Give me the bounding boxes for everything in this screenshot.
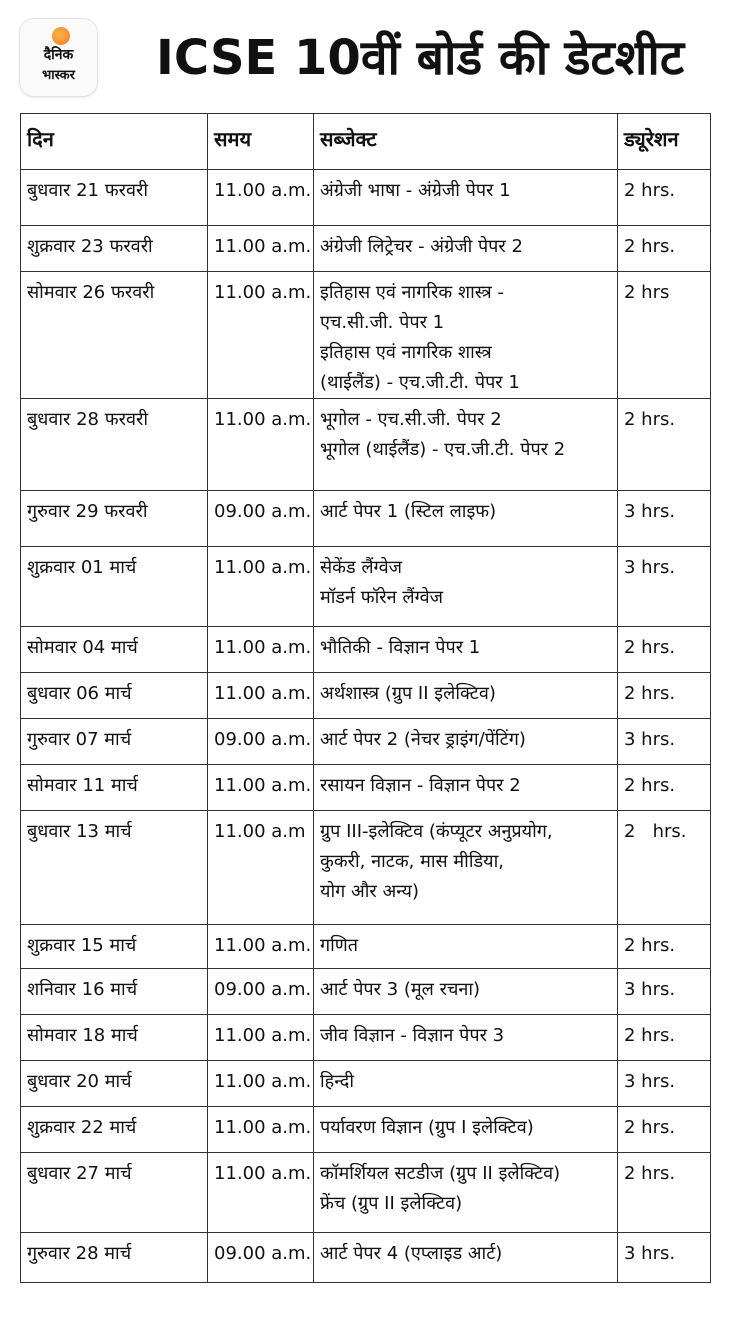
cell-day: सोमवार 11 मार्च <box>21 765 208 811</box>
cell-duration: 2 hrs. <box>618 627 711 673</box>
cell-subject <box>314 719 618 765</box>
cell-time: 11.00 a.m. <box>208 1153 314 1233</box>
subject-line: कॉमर्शियल सटडीज (ग्रुप II इलेक्टिव) <box>320 1163 561 1184</box>
subject-line: अंग्रेजी लिट्रेचर - अंग्रेजी पेपर 2 <box>320 236 523 257</box>
subject-line: हिन्दी <box>320 1071 355 1092</box>
cell-duration: 3 hrs. <box>618 1061 711 1107</box>
cell-subject <box>314 1061 618 1107</box>
cell-time: 11.00 a.m. <box>208 226 314 272</box>
header-duration: ड्यूरेशन <box>618 114 711 170</box>
table-row <box>21 1015 711 1061</box>
cell-day: सोमवार 18 मार्च <box>21 1015 208 1061</box>
subject-line: सेकेंड लैंग्वेज <box>320 557 402 578</box>
cell-time: 11.00 a.m. <box>208 272 314 399</box>
table-row <box>21 765 711 811</box>
page-title: ICSE 10वीं बोर्ड की डेटशीट <box>155 30 685 86</box>
subject-line: ग्रुप III-इलेक्टिव (कंप्यूटर अनुप्रयोग, <box>320 821 553 842</box>
cell-duration: 2 hrs <box>618 272 711 399</box>
dainik-bhaskar-logo <box>20 19 97 96</box>
cell-duration: 2 hrs. <box>618 765 711 811</box>
cell-time: 11.00 a.m. <box>208 1107 314 1153</box>
cell-day: शुक्रवार 15 मार्च <box>21 925 208 969</box>
table-row <box>21 547 711 627</box>
subject-line: मॉडर्न फॉरेन लैंग्वेज <box>320 587 444 608</box>
cell-subject <box>314 1015 618 1061</box>
cell-duration: 3 hrs. <box>618 719 711 765</box>
subject-line: अंग्रेजी भाषा - अंग्रेजी पेपर 1 <box>320 180 511 201</box>
cell-day: बुधवार 21 फरवरी <box>21 170 208 226</box>
subject-line: अर्थशास्त्र (ग्रुप II इलेक्टिव) <box>320 683 496 704</box>
cell-time: 11.00 a.m. <box>208 170 314 226</box>
cell-subject <box>314 226 618 272</box>
subject-line: आर्ट पेपर 1 (स्टिल लाइफ) <box>320 501 497 522</box>
subject-line: भौतिकी - विज्ञान पेपर 1 <box>320 637 481 658</box>
cell-subject <box>314 272 618 399</box>
cell-subject <box>314 547 618 627</box>
cell-subject <box>314 969 618 1015</box>
cell-time: 09.00 a.m. <box>208 719 314 765</box>
subject-line: एच.सी.जी. पेपर 1 <box>320 312 445 333</box>
cell-subject <box>314 1233 618 1283</box>
logo-text-line1: दैनिक <box>43 47 74 63</box>
cell-subject <box>314 1107 618 1153</box>
table-header-row <box>21 114 711 170</box>
table-row <box>21 811 711 925</box>
cell-time: 11.00 a.m. <box>208 1061 314 1107</box>
table-row <box>21 925 711 969</box>
subject-line: योग और अन्य) <box>320 881 419 902</box>
table-row <box>21 627 711 673</box>
cell-duration: 2 hrs. <box>618 1153 711 1233</box>
cell-time: 09.00 a.m. <box>208 1233 314 1283</box>
cell-day: गुरुवार 29 फरवरी <box>21 491 208 547</box>
cell-time: 11.00 a.m. <box>208 925 314 969</box>
cell-time: 11.00 a.m. <box>208 399 314 491</box>
logo-text-line2: भास्कर <box>42 68 75 83</box>
table-row <box>21 399 711 491</box>
header-day: दिन <box>21 114 208 170</box>
table-row <box>21 272 711 399</box>
table-row <box>21 969 711 1015</box>
cell-subject <box>314 765 618 811</box>
cell-subject <box>314 1153 618 1233</box>
cell-day: बुधवार 20 मार्च <box>21 1061 208 1107</box>
cell-time: 11.00 a.m. <box>208 547 314 627</box>
cell-subject <box>314 811 618 925</box>
table-row <box>21 226 711 272</box>
subject-line: इतिहास एवं नागरिक शास्त्र - <box>320 282 504 303</box>
cell-duration: 3 hrs. <box>618 969 711 1015</box>
cell-time: 11.00 a.m. <box>208 1015 314 1061</box>
header-subject: सब्जेक्ट <box>314 114 618 170</box>
cell-time: 11.00 a.m. <box>208 627 314 673</box>
subject-line: आर्ट पेपर 4 (एप्लाइड आर्ट) <box>320 1243 503 1264</box>
cell-day: गुरुवार 07 मार्च <box>21 719 208 765</box>
cell-day: शुक्रवार 01 मार्च <box>21 547 208 627</box>
table-row <box>21 673 711 719</box>
cell-time: 11.00 a.m. <box>208 765 314 811</box>
table-row <box>21 491 711 547</box>
cell-subject <box>314 399 618 491</box>
cell-time: 09.00 a.m. <box>208 491 314 547</box>
cell-subject <box>314 673 618 719</box>
cell-day: बुधवार 13 मार्च <box>21 811 208 925</box>
cell-subject <box>314 627 618 673</box>
cell-duration: 2 hrs. <box>618 925 711 969</box>
cell-subject <box>314 491 618 547</box>
cell-day: शनिवार 16 मार्च <box>21 969 208 1015</box>
subject-line: इतिहास एवं नागरिक शास्त्र <box>320 342 492 363</box>
table-row <box>21 1061 711 1107</box>
table-row <box>21 719 711 765</box>
cell-subject <box>314 925 618 969</box>
cell-duration: 3 hrs. <box>618 1233 711 1283</box>
subject-line: आर्ट पेपर 2 (नेचर ड्राइंग/पेंटिंग) <box>320 729 526 750</box>
cell-day: बुधवार 06 मार्च <box>21 673 208 719</box>
cell-day: शुक्रवार 23 फरवरी <box>21 226 208 272</box>
subject-line: जीव विज्ञान - विज्ञान पेपर 3 <box>320 1025 505 1046</box>
subject-line: पर्यावरण विज्ञान (ग्रुप I इलेक्टिव) <box>320 1117 534 1138</box>
cell-duration: 2 hrs. <box>618 1107 711 1153</box>
cell-duration: 2 hrs. <box>618 226 711 272</box>
cell-duration: 2 hrs. <box>618 170 711 226</box>
table-row <box>21 1153 711 1233</box>
table-row <box>21 170 711 226</box>
cell-duration: 2 hrs. <box>618 673 711 719</box>
cell-duration: 3 hrs. <box>618 547 711 627</box>
subject-line: (थाईलैंड) - एच.जी.टी. पेपर 1 <box>320 372 520 393</box>
sun-icon <box>52 27 70 45</box>
cell-duration: 2 hrs. <box>618 1015 711 1061</box>
subject-line: रसायन विज्ञान - विज्ञान पेपर 2 <box>320 775 521 796</box>
datesheet-table <box>20 113 711 1283</box>
cell-time: 11.00 a.m <box>208 811 314 925</box>
cell-duration: 2 hrs. <box>618 811 711 925</box>
subject-line: भूगोल - एच.सी.जी. पेपर 2 <box>320 409 502 430</box>
cell-time: 09.00 a.m. <box>208 969 314 1015</box>
subject-line: फ्रेंच (ग्रुप II इलेक्टिव) <box>320 1193 463 1214</box>
cell-subject <box>314 170 618 226</box>
subject-line: कुकरी, नाटक, मास मीडिया, <box>320 851 504 872</box>
cell-day: सोमवार 26 फरवरी <box>21 272 208 399</box>
cell-duration: 3 hrs. <box>618 491 711 547</box>
cell-day: बुधवार 27 मार्च <box>21 1153 208 1233</box>
header-time: समय <box>208 114 314 170</box>
subject-line: आर्ट पेपर 3 (मूल रचना) <box>320 979 481 1000</box>
cell-duration: 2 hrs. <box>618 399 711 491</box>
cell-day: सोमवार 04 मार्च <box>21 627 208 673</box>
cell-time: 11.00 a.m. <box>208 673 314 719</box>
cell-day: बुधवार 28 फरवरी <box>21 399 208 491</box>
subject-line: गणित <box>320 935 359 956</box>
cell-day: गुरुवार 28 मार्च <box>21 1233 208 1283</box>
subject-line: भूगोल (थाईलैंड) - एच.जी.टी. पेपर 2 <box>320 439 566 460</box>
table-row <box>21 1107 711 1153</box>
table-row <box>21 1233 711 1283</box>
cell-day: शुक्रवार 22 मार्च <box>21 1107 208 1153</box>
